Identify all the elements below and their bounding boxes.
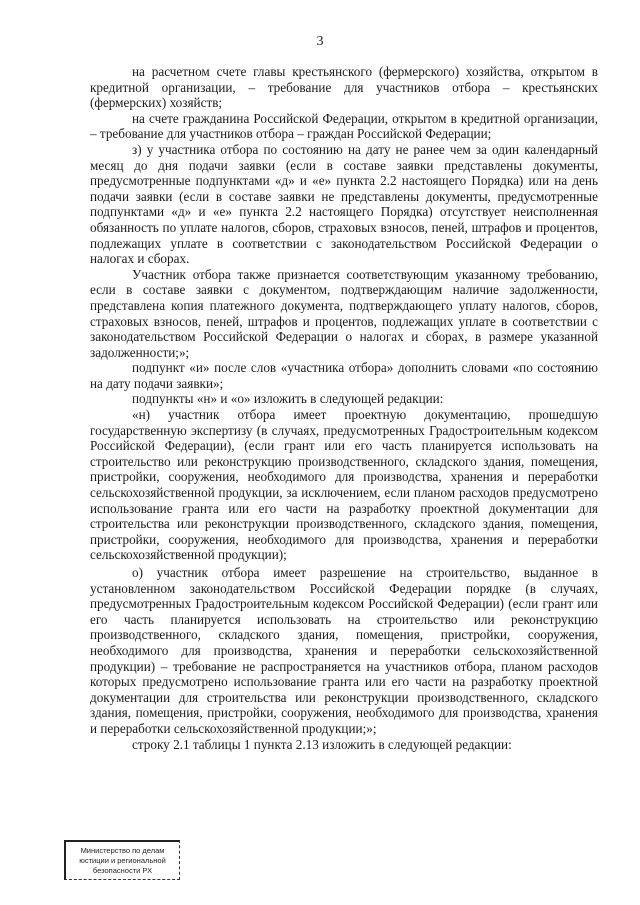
paragraph: «н) участник отбора имеет проектную документацию, прошедшую государственную экспертизу (в случаях, предусмотренных Градостроительным кодексом Российской Федерации), (если грант или его часть планируется использовать на строительство или реконструкцию производственного, складского здания, помещения, пристройки, сооружения, необходимого для производства, хранения и переработки сельскохозяйственной продукции, за исключением, если планом расходов предусмотрено использование гранта или его части на разработку проектной документации для строительства или реконструкции производственного, складского здания, помещения, пристройки, сооружения, необходимого для производства, хранения и переработки сельскохозяйственной продукции); (90, 407, 598, 563)
stamp-line: юстиции и региональной (79, 856, 166, 865)
paragraph: подпункт «и» после слов «участника отбора» дополнить словами «по состоянию на дату подачи заявки»; (90, 360, 598, 391)
paragraph: о) участник отбора имеет разрешение на строительство, выданное в установленном законодательством Российской Федерации порядке (в случаях, предусмотренных Градостроительным кодексом Российской Федерации) (если грант или его часть планируется использовать на строительство или реконструкцию производственного, складского здания, помещения, пристройки, сооружения, необходимого для производства, хранения и переработки сельскохозяйственной продукции) – требование не распространяется на участников отбора, планом расходов которых предусмотрено использование гранта или его части на разработку проектной документации для строительства или реконструкции производственного, складского здания, помещения, пристройки, сооружения, необходимого для производства, хранения и переработки сельскохозяйственной продукции;»; (90, 565, 598, 736)
stamp-line: безопасности РХ (92, 866, 153, 875)
paragraph: строку 2.1 таблицы 1 пункта 2.13 изложить в следующей редакции: (132, 736, 512, 752)
registration-stamp (64, 840, 180, 880)
page-number: 3 (316, 34, 324, 49)
document-body (90, 64, 598, 752)
paragraph: подпункты «н» и «о» изложить в следующей редакции: (132, 391, 444, 407)
stamp-line: Министерство по делам (80, 846, 165, 855)
paragraph: Участник отбора также признается соответствующим указанному требованию, если в составе заявки с документом, подтверждающим наличие задолженности, представлена копия платежного документа, подтверждающего уплату налогов, сборов, страховых взносов, пеней, штрафов и процентов, подлежащих уплате в соответствии с законодательством Российской Федерации о налогах и сборах, в размере указанной задолженности;»; (90, 266, 598, 360)
paragraph: на счете гражданина Российской Федерации, открытом в кредитной организации, – требование для участников отбора – граждан Российской Федерации; (90, 110, 598, 142)
paragraph: на расчетном счете главы крестьянского (фермерского) хозяйства, открытом в кредитной организации, – требование для участников отбора – крестьянских (фермерских) хозяйств; (90, 64, 598, 111)
paragraph: з) у участника отбора по состоянию на дату не ранее чем за один календарный месяц до дня подачи заявки (если в составе заявки представлены документы, предусмотренные подпунктами «д» и «е» пункта 2.2 настоящего Порядка) или на день подачи заявки (если в составе заявки не представлены документы, предусмотренные подпунктами «д» и «е» пункта 2.2 настоящего Порядка) отсутствует неисполненная обязанность по уплате налогов, сборов, страховых взносов, пеней, штрафов и процентов, подлежащих уплате в соответствии с законодательством Российской Федерации о налогах и сборах. (90, 141, 598, 267)
